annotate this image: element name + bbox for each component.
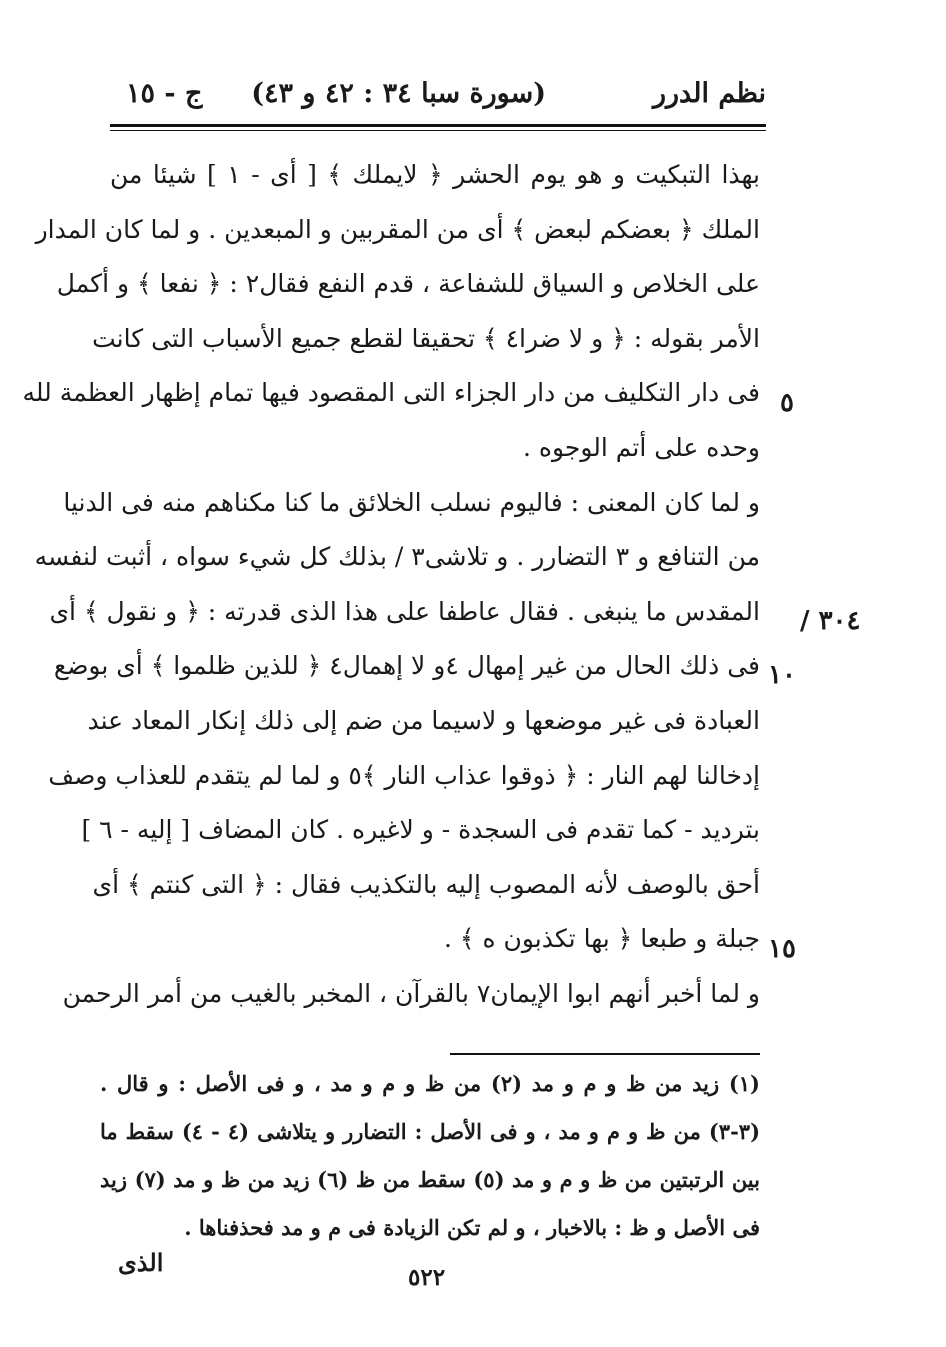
text-line: بهذا التبكيت و هو يوم الحشر ﴿ لايملك ﴾ [ أى - ١ ] شيئا من — [110, 160, 761, 189]
volume-number: ج - ١٥ — [126, 78, 203, 109]
text-line: و لما أخبر أنهم ابوا الإيمان٧ بالقرآن ، المخبر بالغيب من أمر الرحمن — [62, 978, 760, 1008]
text-line: أحق بالوصف لأنه المصوب إليه بالتكذيب فقال : ﴿ التى كنتم ﴾ أى — [92, 869, 760, 899]
catchword: الذى — [118, 1248, 164, 1277]
text-line: وحده على أتم الوجوه . — [523, 432, 760, 462]
text-line: بترديد - كما تقدم فى السجدة - و لاغيره . كان المضاف [ إليه - ٦ ] — [81, 815, 760, 845]
text-line: إدخالنا لهم النار : ﴿ ذوقوا عذاب النار ﴾٥ و لما لم يتقدم للعذاب وصف — [48, 760, 760, 790]
text-line: الأمر بقوله : ﴿ و لا ضرا٤ ﴾ تحقيقا لقطع جميع الأسباب التى كانت — [92, 323, 760, 353]
page-number: ٥٢٢ — [408, 1264, 446, 1291]
footnote-line: بين الرتبتين من ظ و م و مد (٥) سقط من ظ (٦) زيد من ظ و مد (٧) زيد — [100, 1167, 760, 1192]
footnote-line: فى الأصل و ظ : بالاخبار ، و لم تكن الزيادة فى م و مد فحذفناها . — [184, 1215, 760, 1240]
text-line: الملك ﴿ بعضكم لبعض ﴾ أى من المقربين و المبعدين . و لما كان المدار — [35, 214, 760, 244]
header-rule-thin — [110, 130, 766, 131]
footnote-rule — [450, 1053, 760, 1055]
running-header — [110, 78, 766, 118]
text-line: فى دار التكليف من دار الجزاء التى المقصود فيها تمام إظهار العظمة لله — [22, 378, 760, 408]
text-line: المقدس ما ينبغى . فقال عاطفا على هذا الذى قدرته : ﴿ و نقول ﴾ أى — [49, 596, 760, 626]
text-line: فى ذلك الحال من غير إمهال ٤و لا إهمال٤ ﴿ للذين ظلموا ﴾ أى بوضع — [53, 651, 760, 681]
line-number-10: ١٠ — [768, 660, 796, 690]
surah-reference: (سورة سبا ٣٤ : ٤٢ و ٤٣) — [251, 78, 546, 109]
footnote-line: (٣-٣) من ظ و م و مد ، و فى الأصل : التضارر و يتلاشى (٤ - ٤) سقط ما — [100, 1119, 761, 1144]
text-line: من التنافع و ٣ التضارر . و تلاشى٣ / بذلك كل شيء سواه ، أثبت لنفسه — [34, 542, 760, 572]
footnotes — [100, 1060, 760, 1252]
folio-marker: ٣٠٤ / — [800, 606, 861, 636]
text-line: جبلة و طبعا ﴿ بها تكذبون ه ﴾ . — [443, 924, 760, 954]
header-rule-thick — [110, 124, 766, 127]
running-title: نظم الدرر — [652, 78, 766, 109]
text-line: على الخلاص و السياق للشفاعة ، قدم النفع فقال٢ : ﴿ نفعا ﴾ و أكمل — [56, 269, 760, 299]
line-number-5: ٥ — [780, 388, 794, 418]
line-number-15: ١٥ — [768, 934, 796, 964]
text-line: و لما كان المعنى : فاليوم نسلب الخلائق ما كنا مكناهم منه فى الدنيا — [63, 487, 760, 517]
footnote-line: (١) زيد من ظ و م و مد (٢) من ظ و م و مد ، و فى الأصل : و قال . — [100, 1071, 760, 1096]
text-line: العبادة فى غير موضعها و لاسيما من ضم إلى ذلك إنكار المعاد عند — [87, 705, 760, 735]
main-text — [22, 148, 761, 1022]
